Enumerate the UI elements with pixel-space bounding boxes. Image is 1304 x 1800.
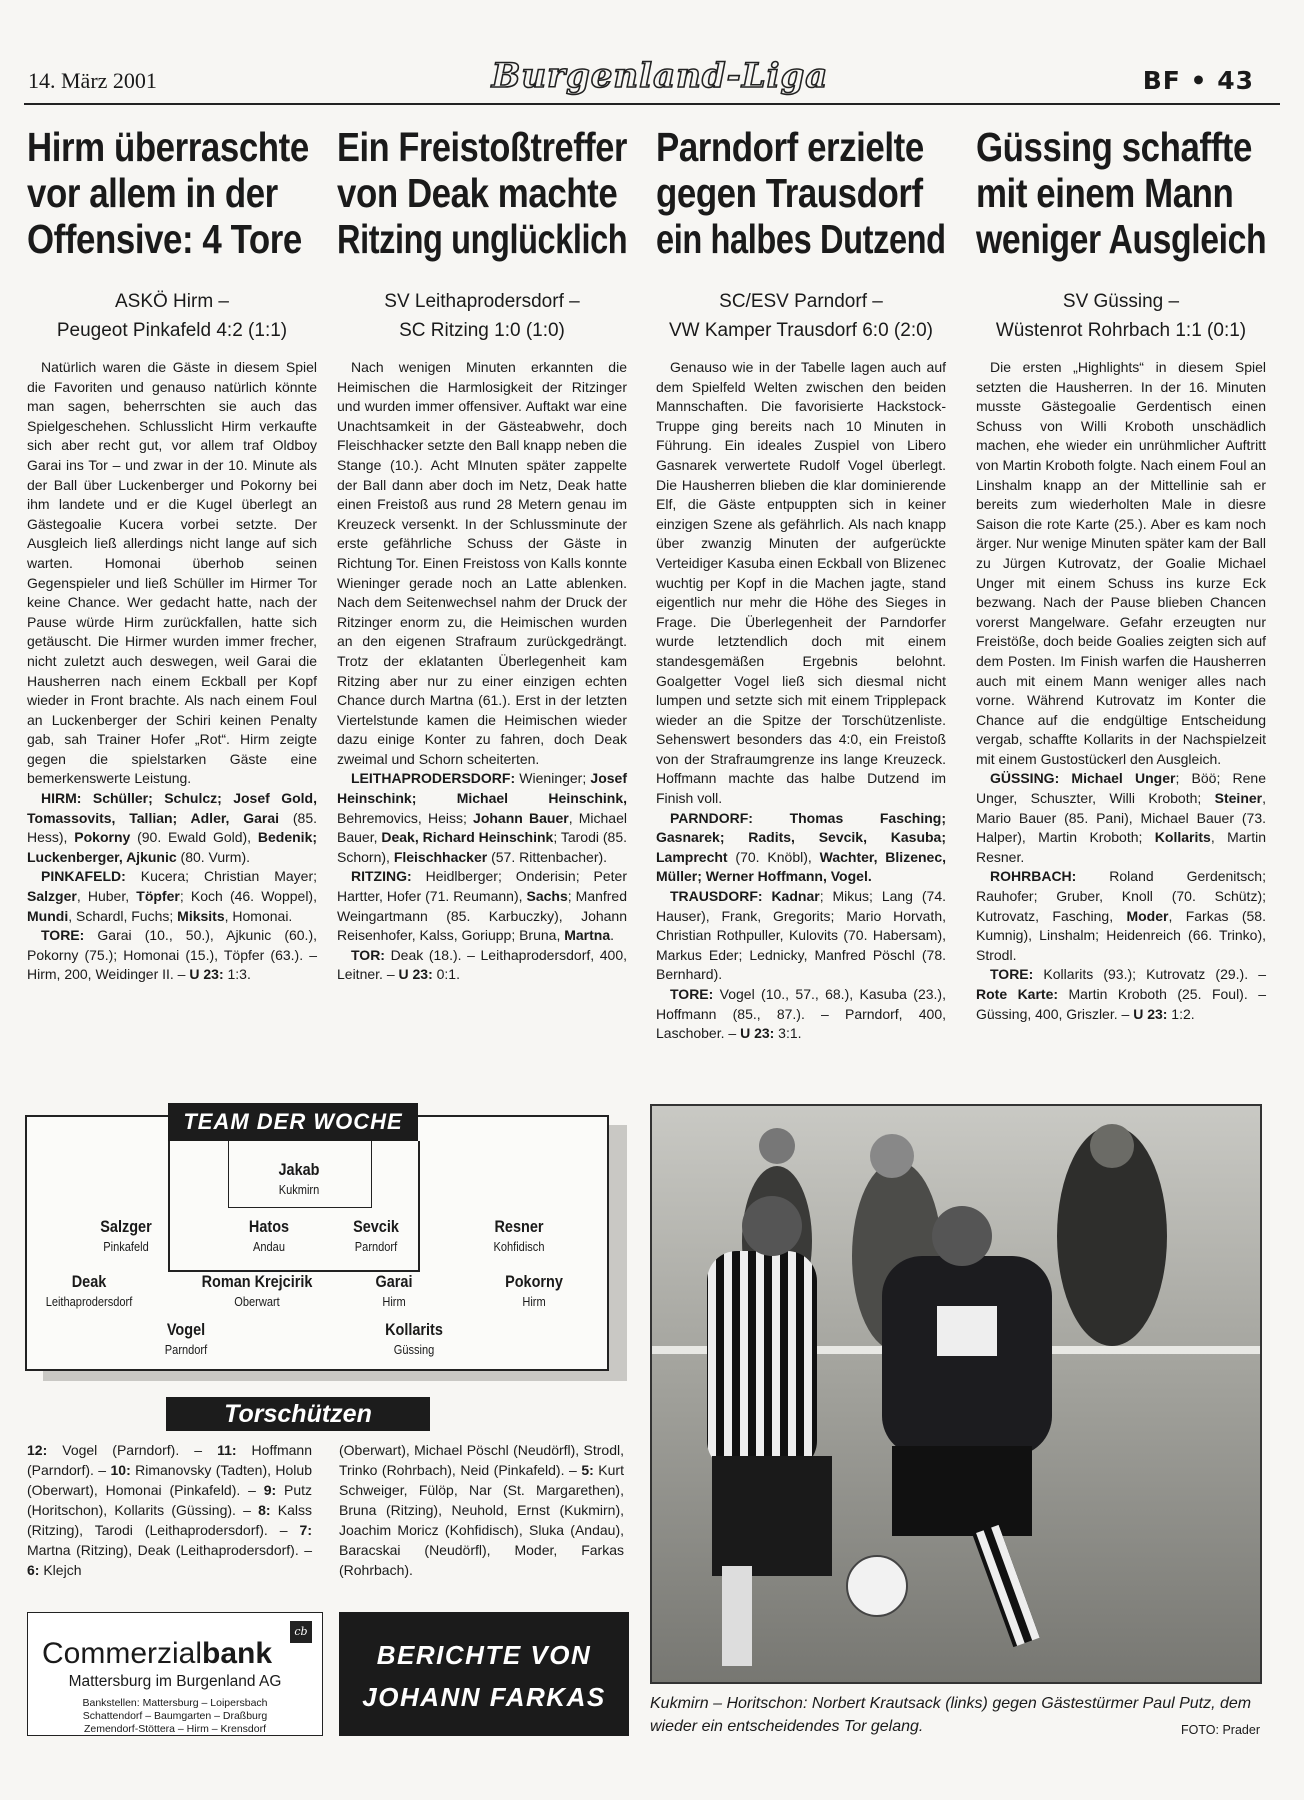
player-name: Garai — [375, 1272, 413, 1291]
goal-count: 8: — [258, 1502, 271, 1518]
article-text — [976, 358, 1266, 769]
goal-count: 10: — [110, 1462, 131, 1478]
scorer-names: Hoffmann (Parndorf). – — [27, 1442, 312, 1478]
lineup-paragraph — [27, 789, 317, 867]
scorer-names: (Oberwart), Michael Pöschl (Neudörfl), Strodl, Trinko (Rohrbach), Neid (Pinkafeld). – — [339, 1442, 624, 1478]
team-player — [314, 1272, 474, 1309]
headline-text — [976, 124, 1266, 262]
goal-count: 12: — [27, 1442, 48, 1458]
text-segment: , Schardl, Fuchs; — [68, 907, 178, 924]
bold-text: HIRM: Schüller; Schulcz; Josef Gold, Tomassovits, Tallian; Adler, Garai — [27, 790, 317, 826]
bold-text: TORE: — [990, 966, 1034, 983]
text-segment: 1:2. — [1167, 1005, 1195, 1022]
text-segment: (85. Hess), — [27, 809, 317, 846]
bold-text: Kollarits — [1154, 829, 1211, 846]
subhead-line: ASKÖ Hirm – — [114, 291, 230, 312]
scorer-names: Putz (Horitschon), Kollarits (Güssing). – — [27, 1482, 312, 1518]
bold-text: Miksits — [177, 907, 225, 924]
match-photo — [650, 1104, 1262, 1684]
bold-text: Steiner — [1214, 790, 1263, 807]
bold-text: Johann Bauer — [473, 809, 569, 826]
team-player — [106, 1320, 266, 1357]
headline-line: Offensive: 4 Tore — [27, 216, 302, 262]
player-name: Pokorny — [505, 1272, 563, 1291]
player-club: Parndorf — [354, 1239, 398, 1254]
bold-text: U 23: — [398, 966, 433, 983]
photo-credit: FOTO: Prader — [1181, 1723, 1260, 1737]
team-of-week-title: TEAM DER WOCHE — [168, 1103, 418, 1141]
team-player — [177, 1272, 337, 1309]
headline-line: vor allem in der — [27, 170, 278, 216]
bold-text: Moder — [1126, 907, 1169, 924]
player-club: Hirm — [522, 1294, 546, 1309]
section-title: Burgenland-Liga — [491, 56, 829, 96]
lineup-paragraph — [337, 769, 627, 867]
scorers-title: Torschützen — [166, 1397, 430, 1431]
photo-caption — [650, 1692, 1260, 1742]
player-name: Kollarits — [385, 1320, 443, 1339]
bold-text: LEITHAPRODERSDORF: — [351, 770, 516, 787]
headline-text — [337, 124, 627, 262]
bold-text: Salzger — [27, 888, 77, 905]
text-segment: Roland Gerdenitsch; Rauhofer; Gruber, Knoll (70. Schütz); Kutrovatz, Fasching, — [976, 868, 1266, 924]
lineup-paragraph — [976, 769, 1266, 867]
bank-subtitle: Mattersburg im Burgenland AG — [68, 1673, 282, 1690]
bank-branches-line: Schattendorf – Baumgarten – Draßburg — [82, 1710, 268, 1722]
team-player — [219, 1160, 379, 1197]
scorer-names: Klejch — [39, 1562, 82, 1578]
lineup-paragraph — [976, 965, 1266, 1024]
player-club: Hirm — [382, 1294, 406, 1309]
bold-text: PINKAFELD: — [41, 868, 126, 885]
text-segment: Vogel (10., 57., 68.), Kasuba (23.), Hoffmann (85., 87.). – Parndorf, 400, Laschober. – — [656, 986, 946, 1042]
byline-author: JOHANN FARKAS — [362, 1682, 606, 1712]
bold-text: TOR: — [351, 946, 385, 963]
bold-text: GÜSSING: Michael Unger — [990, 770, 1176, 787]
caption-text: Kukmirn – Horitschon: Norbert Krautsack (links) gegen Gästestürmer Paul Putz, dem wieder ein entscheidendes Tor gelang. — [650, 1695, 1252, 1735]
player-club: Leithaprodersdorf — [45, 1294, 133, 1309]
team-player — [439, 1217, 599, 1254]
text-segment: Deak (18.). – Leithaprodersdorf, 400, Leitner. – — [337, 946, 627, 983]
headline-text — [656, 124, 946, 262]
bank-branches-line: Zemendorf-Stöttera – Hirm – Krensdorf — [83, 1723, 267, 1735]
bank-name — [42, 1637, 272, 1671]
bold-text: TRAUSDORF: Kadnar — [670, 888, 820, 905]
player-name: Resner — [494, 1217, 544, 1236]
bank-name-bold: bank — [202, 1637, 273, 1670]
lineup-paragraph — [656, 887, 946, 985]
bold-text: TORE: — [41, 927, 85, 944]
goal-count: 7: — [299, 1522, 312, 1538]
bold-text: Wachter, Blizenec, Müller; Werner Hoffmann, Vogel. — [656, 848, 946, 885]
text-segment: Kollarits (93.); Kutrovatz (29.). – — [1033, 966, 1266, 983]
text-segment: Martin Kroboth (25. Foul). – Güssing, 400, Griszler. – — [976, 986, 1266, 1022]
bold-text: Josef Heinschink; Michael Heinschink, — [337, 770, 627, 807]
match-subhead — [337, 287, 627, 345]
bold-text: Rote Karte: — [976, 986, 1059, 1002]
bold-text: RITZING: — [351, 868, 412, 885]
text-segment: ; Manfred Weingartmann (85. Karbuczky), Johann Reisenhofer, Kalss, Goriupp; Bruna, — [337, 888, 628, 944]
player-club: Andau — [253, 1239, 285, 1254]
bold-text: TORE: — [670, 986, 714, 1002]
article-body — [337, 358, 627, 985]
issue-date: 14. März 2001 — [28, 68, 157, 93]
lineup-paragraph — [656, 985, 946, 1044]
text-segment: Heidlberger; Onderisin; Peter Hartter, Hofer (71. Reumann), — [337, 868, 627, 905]
bold-text: Mundi — [27, 907, 69, 924]
article-body — [976, 358, 1266, 1024]
subhead-line: SC/ESV Parndorf – — [719, 291, 883, 312]
text-segment: Die ersten „Highlights“ in diesem Spiel setzten die Hausherren. In der 16. Minuten musste Gästegoalie Gerdentisch einen Schuss von Willi Kroboth unschädlich machen, ehe wieder ein unrühmlicher Auftritt von Martin Kroboth folgte. Nach einem Foul an Linshalm knapp an der Mittellinie sah er bereits zum wiederholten Male in diesre Saison die rote Karte (25.). Aber es kam noch ärger. Nur wenige Minuten später kam der Ball zu Jürgen Kutrovatz, der Goalie Michael Unger mit einem Schuss ins kurze Eck bezwang. Nach der Pause blieben Chancen vorerst Mangelware. Gefahr erzeugten nur Freistöße, doch beide Goalies zeigten sich auf dem Posten. Im Finish warfen die Hausherren auch mit einem Mann weniger alles nach vorne. Während Kutrovatz im Konter die Chance auf die endgültige Entscheidung vergab, schaffte Kollarits in der Nachspielzeit mit einem Gustostückerl den Ausgleich. — [976, 359, 1266, 767]
bold-text: Deak, Richard Heinschink — [381, 829, 554, 846]
player-name: Jakab — [278, 1160, 320, 1179]
lineup-paragraph — [337, 946, 627, 985]
team-player — [46, 1217, 206, 1254]
text-segment: , Huber, — [76, 888, 137, 905]
text-segment: Kucera; Christian Mayer; — [125, 868, 317, 885]
scorers-list-col-1 — [27, 1440, 312, 1580]
goal-count: 11: — [217, 1442, 237, 1458]
match-subhead — [27, 287, 317, 345]
bold-text: U 23: — [740, 1025, 775, 1042]
team-player — [334, 1320, 494, 1357]
text-segment: Wieninger; — [515, 770, 591, 787]
text-segment: Genauso wie in der Tabelle lagen auch auf dem Spielfeld Welten zwischen den beiden Mannschaften. Die favorisierte Hackstock-Truppe ging bereits nach 10 Minuten in Führung. Ein ideales Zuspiel von Libero Gasnarek verwertete Rudolf Vogel überlegt. Die Hausherren blieben die klar dominierende Elf, die Gäste entpuppten sich in keiner einzigen Szene als gefährlich. Als nach knapp über zwanzig Minuten der aufgerückte Verteidiger Kasuba einen Eckball von Blizenec wuchtig per Kopf in die Machen jagte, stand eigentlich nur mehr die Höhe des Sieges in Frage. Die Überlegenheit der Parndorfer wurde letztendlich doch mit einem standesgemäßen Ergebnis belohnt. Goalgetter Vogel ließ sich diesmal nicht lumpen und setzte sich mit einem Tripplepack wieder an die Spitze der Torschützenliste. Sehenswert besonders das 4:0, ein Freistoß von der Strafraumgrenze ins lange Kreuzeck. Hoffmann machte das halbe Dutzend im Finish voll. — [656, 359, 946, 807]
scorer-names: Kurt Schweiger, Fülöp, Nar (St. Margarethen), Bruna (Ritzing), Neuhold, Ernst (Kukmirn), Joachim Moricz (Kohfidisch), Sluka (Andau), Baracskai (Neudörfl), Moder, Farkas (Rohrbach). — [339, 1462, 624, 1578]
scorer-names: Rimanovsky (Tadten), Holub (Oberwart), Homonai (Pinkafeld). – — [27, 1462, 312, 1498]
player-name: Sevcik — [353, 1217, 399, 1236]
article-body — [27, 358, 317, 985]
player-name: Salzger — [100, 1217, 152, 1236]
lineup-paragraph — [656, 809, 946, 887]
player-name: Roman Krejcirik — [201, 1272, 313, 1291]
article-text — [656, 358, 946, 809]
byline-line-1: BERICHTE VON — [376, 1640, 592, 1670]
headline-line: gegen Trausdorf — [656, 170, 923, 216]
bold-text: Töpfer — [136, 888, 180, 905]
text-segment: , Mario Bauer (85. Pani), Michael Bauer (73. Halper), Martin Kroboth; — [976, 790, 1266, 846]
text-segment: (80. Vurm). — [176, 848, 251, 865]
bank-advertisement — [27, 1612, 323, 1736]
headline-line: von Deak machte — [337, 170, 618, 216]
team-player — [9, 1272, 169, 1309]
text-segment: ; Mikus; Lang (74. Hauser), Frank, Gregorits; Mario Horvath, Christian Rothpuller, Kulovits (70. Habersam), Markus Eder; Lednicky, Manfred Pöschl (78. Bernhard). — [656, 888, 946, 983]
subhead-line: SV Leithaprodersdorf – — [384, 291, 580, 312]
subhead-line: VW Kamper Trausdorf 6:0 (2:0) — [669, 320, 933, 341]
bold-text: PARNDORF: Thomas Fasching; Gasnarek; Radits, Sevcik, Kasuba; Lamprecht — [656, 809, 946, 865]
text-segment: 3:1. — [774, 1025, 802, 1042]
bank-name-light: Commerzial — [42, 1637, 203, 1670]
header-rule — [24, 103, 1280, 105]
match-subhead — [656, 287, 946, 345]
lineup-paragraph — [27, 926, 317, 985]
player-club: Pinkafeld — [103, 1239, 149, 1254]
article-headline — [976, 124, 1266, 262]
subhead-line: SV Güssing – — [1062, 291, 1180, 312]
bank-branches-line: Bankstellen: Mattersburg – Loipersbach — [82, 1697, 268, 1709]
player-club: Oberwart — [234, 1294, 280, 1309]
byline-box — [339, 1612, 629, 1736]
bold-text: Pokorny — [74, 829, 131, 846]
text-segment: (90. Ewald Gold), — [130, 829, 258, 846]
bold-text: U 23: — [1133, 1005, 1168, 1022]
text-segment: , Homonai. — [224, 907, 293, 924]
player-club: Kukmirn — [278, 1182, 320, 1197]
lineup-paragraph — [976, 867, 1266, 965]
lineup-paragraph — [337, 867, 627, 945]
subhead-line: Wüstenrot Rohrbach 1:1 (0:1) — [995, 320, 1247, 341]
text-segment: ; Koch (46. Woppel), — [179, 888, 317, 905]
headline-line: Parndorf erzielte — [656, 124, 924, 170]
headline-line: weniger Ausgleich — [976, 216, 1267, 262]
goal-count: 5: — [581, 1462, 594, 1478]
text-segment: Natürlich waren die Gäste in diesem Spiel die Favoriten und genauso natürlich könnte man sagen, beherrschten sie auch das Spielgeschehen. Schlusslicht Hirm verkaufte sich aber recht gut, vor allem traf Oldboy Garai ins Tor – und zwar in der 10. Minute als der Ball über Luckenberger und Pokorny bei ihm landete und er die Kugel überlegt an Gästegoalie Kucera vorbei setzte. Der Ausgleich ließ allerdings nicht lange auf sich warten. Homonai überhob seinen Gegenspieler und ließ Schüller im Hirmer Tor keine Chance. Wer gedacht hatte, nach der Pause würde Hirm zurückfallen, hatte sich getäuscht. Die Hirmer wurden immer frecher, nicht zuletzt auch deswegen, weil Garai die Hausherren nach einem Eckball per Kopf wieder in Front brachte. Als nach einem Foul an Luckenberger der Schiri keinen Penalty gab, sah Trainer Hofer „Rot“. Hirm zeigte gegen die spielstarken Gäste eine bemerkenswerte Leistung. — [27, 359, 317, 787]
bold-text: Fleischhacker — [393, 848, 488, 865]
goal-count: 9: — [263, 1482, 277, 1498]
scorer-names: Martna (Ritzing), Deak (Leithaprodersdorf). – — [27, 1542, 312, 1558]
article-headline — [656, 124, 946, 262]
team-player — [454, 1272, 614, 1309]
player-club: Güssing — [393, 1342, 435, 1357]
bold-text: U 23: — [189, 966, 224, 983]
text-segment: , Farkas (58. Kumnig), Linshalm; Heidenreich (66. Trinko), Strodl. — [976, 907, 1266, 963]
headline-line: mit einem Mann — [976, 170, 1234, 216]
article-body — [656, 358, 946, 1044]
text-segment: . — [610, 927, 615, 944]
text-segment: 0:1. — [432, 966, 460, 983]
bold-text: Sachs — [526, 888, 568, 905]
text-segment: Nach wenigen Minuten erkannten die Heimischen die Harmlosigkeit der Ritzinger und wurden immer offensiver. Auftakt war eine Unachtsamkeit in der Gästeabwehr, doch Fleischhacker setzte den Ball knapp neben die Stange (10.). Acht MInuten später zappelte der Ball dann aber doch im Netz, Deak hatte einen Freistoß aus rund 28 Metern genau im Kreuzeck versenkt. In der Schlussminute der erste gefährliche Schuss der Gäste in Richtung Tor. Einen Freistoss von Kalls konnte Wieninger gerade noch an Latte ablenken. Nach dem Seitenwechsel nahm der Druck der Ritzinger enorm zu, die Heimischen wurden an den eigenen Strafraum zurückgedrängt. Trotz der eklatanten Überlegenheit kam Ritzing aber nur zu einer einzigen echten Chance durch Martna (61.). Erst in der letzten Viertelstunde kamen die Heimischen wieder dazu einige Konter zu fahren, doch Deak zweimal und Schorn scheiterten. — [337, 359, 627, 767]
text-segment: (57. Rittenbacher). — [487, 848, 608, 865]
bold-text: Bedenik; Luckenberger, Ajkunic — [27, 829, 318, 865]
player-name: Vogel — [166, 1320, 206, 1339]
bold-text: ROHRBACH: — [990, 868, 1077, 885]
headline-line: ein halbes Dutzend — [656, 216, 946, 262]
subhead-line: Peugeot Pinkafeld 4:2 (1:1) — [56, 320, 288, 341]
scorer-names: Vogel (Parndorf). – — [47, 1442, 218, 1458]
headline-text — [27, 124, 317, 262]
player-club: Parndorf — [164, 1342, 208, 1357]
article-headline — [27, 124, 317, 262]
scorers-list-col-2 — [339, 1440, 624, 1580]
subhead-line: SC Ritzing 1:0 (1:0) — [399, 320, 565, 341]
lineup-paragraph — [27, 867, 317, 926]
player-club: Kohfidisch — [493, 1239, 545, 1254]
page-number: BF • 43 — [1142, 66, 1254, 95]
article-text — [337, 358, 627, 769]
text-segment: , Michael Bauer, — [337, 809, 627, 846]
headline-line: Ritzing unglücklich — [337, 216, 628, 262]
team-player — [296, 1217, 456, 1254]
text-segment: 1:3. — [223, 966, 251, 983]
scorer-names: Kalss (Ritzing), Tarodi (Leithaprodersdorf). – — [27, 1502, 313, 1538]
player-name: Hatos — [248, 1217, 290, 1236]
text-segment: (70. Knöbl), — [727, 848, 820, 865]
text-segment: ; Böö; Rene Unger, Schuszter, Willi Kroboth; — [976, 770, 1266, 807]
text-segment: Behremovics, Heiss; — [337, 809, 474, 826]
bold-text: Martna — [564, 927, 611, 944]
match-subhead — [976, 287, 1266, 345]
headline-line: Güssing schaffte — [976, 124, 1252, 170]
goal-count: 6: — [27, 1562, 40, 1578]
text-segment: ; Tarodi (85. Schorn), — [337, 829, 627, 865]
player-name: Deak — [71, 1272, 107, 1291]
article-text — [27, 358, 317, 789]
football-players-photo — [652, 1106, 1260, 1682]
headline-line: Hirm überraschte — [27, 124, 309, 170]
headline-line: Ein Freistoßtreffer — [337, 124, 627, 170]
text-segment: , Martin Resner. — [976, 829, 1266, 865]
text-segment: Garai (10., 50.), Ajkunic (60.), Pokorny (75.); Homonai (15.), Töpfer (63.). – Hirm, 200, Weidinger II. – — [27, 927, 317, 983]
article-headline — [337, 124, 627, 262]
bank-logo: cb — [290, 1621, 312, 1643]
